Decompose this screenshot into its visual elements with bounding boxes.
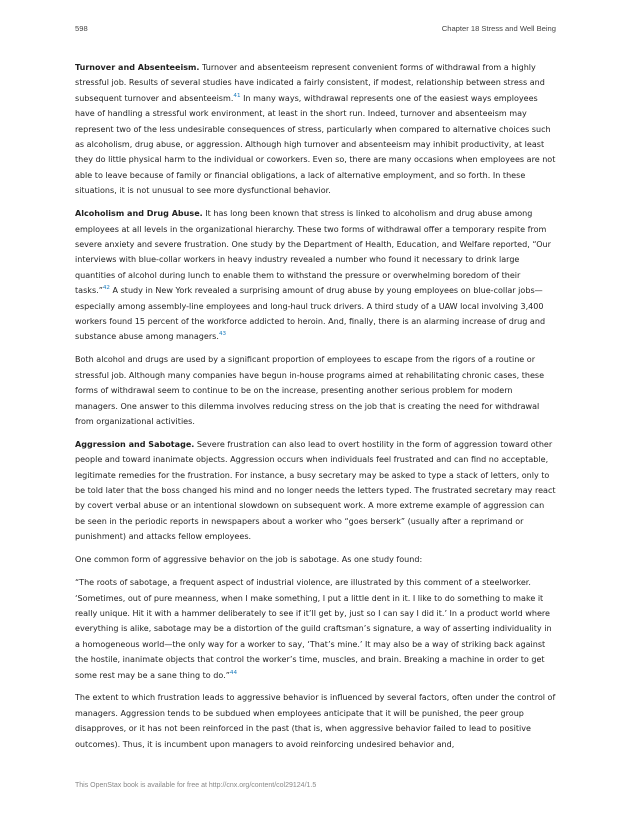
paragraph-text: Turnover and absenteeism represent convenient forms of withdrawal from a highly stressful job. Results of several studies have indicated a fairly consistent, if modest, relationship between stress and subsequent turnover and absenteeism. bbox=[75, 63, 545, 103]
paragraph-lead: Aggression and Sabotage. bbox=[75, 439, 195, 449]
page-number: 598 bbox=[75, 24, 88, 33]
paragraph-frustration bbox=[75, 690, 556, 752]
footnote-ref-43[interactable]: 43 bbox=[218, 331, 227, 338]
paragraph-text: Both alcohol and drugs are used by a significant proportion of employees to escape from the rigors of a routine or stressful job. Although many companies have begun in-house programs aimed at rehabilitating chronic cases, these forms of withdrawal seem to continue to be on the increase, presenting another serious problem for modern managers. One answer to this dilemma involves reducing stress on the job that is creating the need for withdrawal from organizational activities. bbox=[75, 355, 545, 426]
paragraph-text: Severe frustration can also lead to overt hostility in the form of aggression toward other people and toward inanimate objects. Aggression occurs when individuals feel frustrated and can find no acceptable, legitimate remedies for the frustration. For instance, a busy secretary may be asked to type a stack of letters, only to be told later that the boss changed his mind and no longer needs the letters typed. The frustrated secretary may react by covert verbal abuse or an intentional slowdown on subsequent work. A more extreme example of aggression can be seen in the periodic reports in newspapers about a worker who “goes berserk” (usually after a reprimand or punishment) and attacks fellow employees. bbox=[75, 439, 556, 542]
paragraph-sabotage-intro bbox=[75, 552, 556, 567]
footnote-ref-42[interactable]: 42 bbox=[102, 285, 110, 292]
paragraph-text: “The roots of sabotage, a frequent aspect of industrial violence, are illustrated by this comment of a steelworker. ‘Sometimes, out of pure meanness, when I make something, I put a little dent in it. I like to do something to make it really unique. Hit it with a hammer deliberately to see if it’ll get by, just so I can say I did it.’ In a product world where everything is alike, sabotage may be a distortion of the guild craftsman’s signature, a way of asserting individuality in a homogeneous world—the only way for a worker to say, ‘That’s mine.’ It may also be a way of striking back against the hostile, inanimate objects that control the worker’s time, muscles, and brain. Breaking a machine in order to get some rest may be a sane thing to do.” bbox=[75, 578, 552, 680]
footnote-ref-41[interactable]: 41 bbox=[233, 92, 241, 99]
paragraph-turnover bbox=[75, 60, 556, 199]
paragraph-alcoholism bbox=[75, 206, 556, 345]
paragraph-alcohol-drugs bbox=[75, 352, 556, 429]
page-footer[interactable]: This OpenStax book is available for free at http://cnx.org/content/col29124/1.5 bbox=[75, 782, 317, 789]
paragraph-lead: Alcoholism and Drug Abuse. bbox=[75, 209, 203, 219]
paragraph-text: It has long been known that stress is linked to alcoholism and drug abuse among employees at all levels in the organizational hierarchy. These two forms of withdrawal offer a temporary respite from severe anxiety and severe frustration. One study by the Department of Health, Education, and Welfare reported, “Our interviews with blue-collar workers in heavy industry revealed a number who found it necessary to drink large quantities of alcohol during lunch to enable them to withstand the pressure or overwhelming boredom of their tasks.” bbox=[75, 209, 551, 296]
paragraph-text: In many ways, withdrawal represents one of the easiest ways employees have of handling a stressful work environment, at least in the short run. Indeed, turnover and absenteeism may represent two of the less undesirable consequences of stress, particularly when compared to alternative choices such as alcoholism, drug abuse, or aggression. Although high turnover and absenteeism may inhibit productivity, at least they do little physical harm to the individual or coworkers. Even so, there are many occasions when employees are not able to leave because of family or financial obligations, a lack of alternative employment, and so forth. In these situations, it is not unusual to see more dysfunctional behavior. bbox=[75, 93, 556, 196]
paragraph-sabotage-quote bbox=[75, 575, 556, 683]
paragraph-aggression bbox=[75, 437, 556, 545]
paragraph-lead: Turnover and Absenteeism. bbox=[75, 63, 200, 72]
chapter-title: Chapter 18 Stress and Well Being bbox=[441, 24, 556, 33]
footnote-ref-44[interactable]: 44 bbox=[229, 669, 238, 676]
paragraph-text: A study in New York revealed a surprising amount of drug abuse by young employees on blue-collar jobs—especially among assembly-line employees and long-haul truck drivers. A third study of a UAW local involving 3,400 workers found 15 percent of the workforce addicted to heroin. And, finally, there is an alarming increase of drug and substance abuse among managers. bbox=[75, 286, 546, 342]
paragraph-text: One common form of aggressive behavior on the job is sabotage. As one study found: bbox=[75, 555, 423, 565]
paragraph-text: The extent to which frustration leads to aggressive behavior is influenced by several factors, often under the control of managers. Aggression tends to be subdued when employees anticipate that it will be punished, the peer group disapproves, or it has not been reinforced in the past (that is, when aggressive behavior failed to lead to positive outcomes). Thus, it is incumbent upon managers to avoid reinforcing undesired behavior and, bbox=[75, 693, 556, 749]
document-body bbox=[75, 60, 556, 760]
